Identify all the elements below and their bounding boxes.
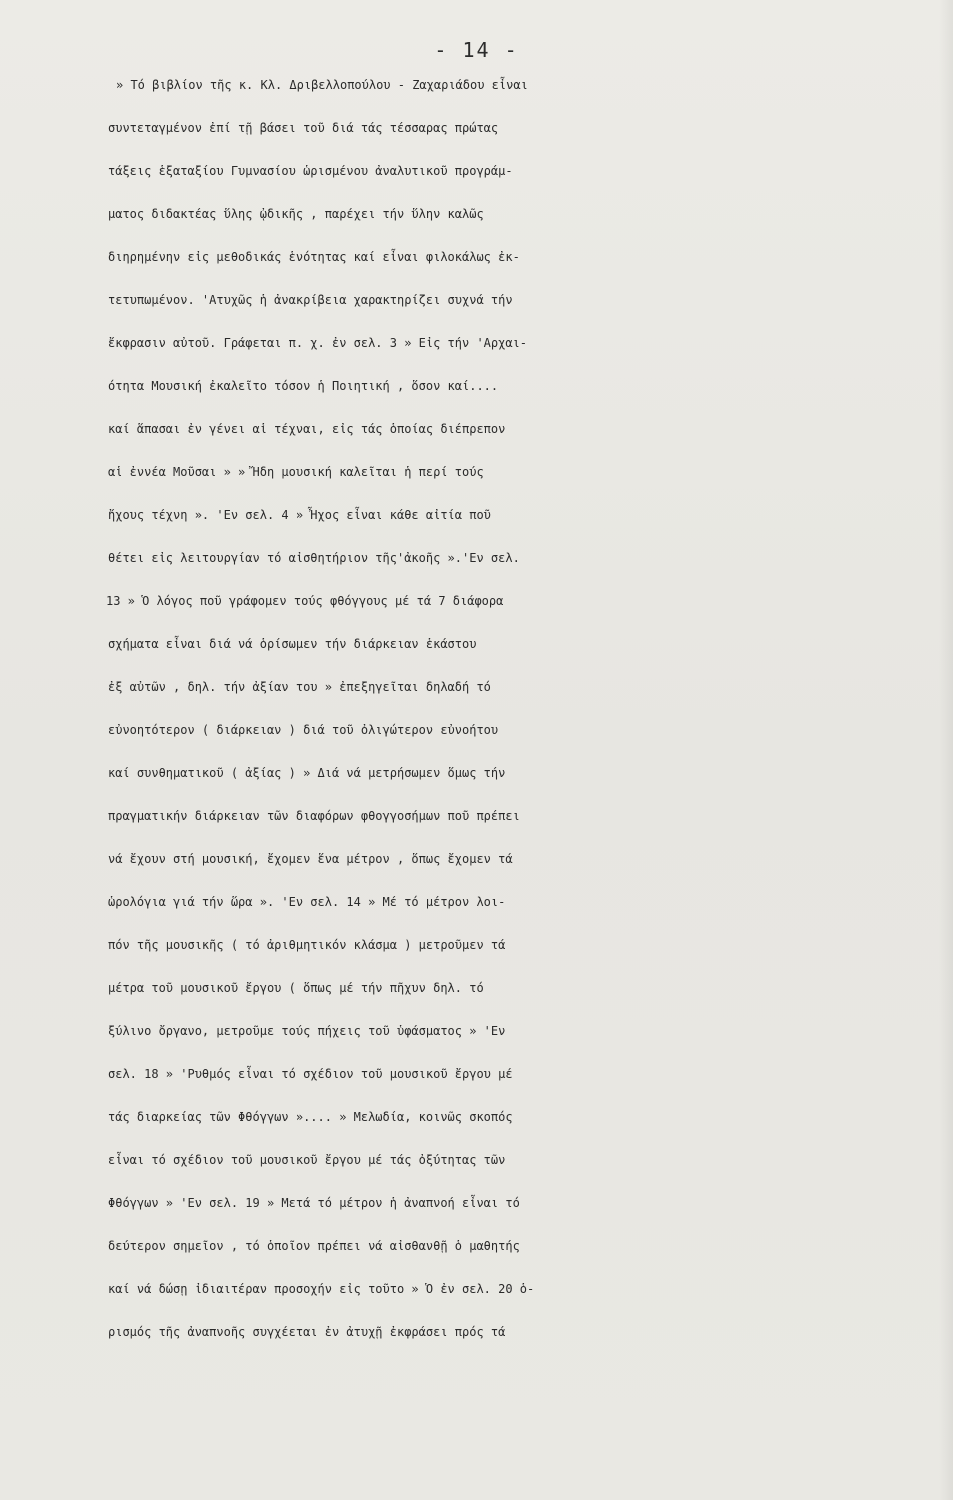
text-line: πόν τῆς μουσικῆς ( τό ἀριθμητικόν κλάσμα ) μετροῦμεν τά xyxy=(108,938,506,952)
text-line: τάξεις ἑξαταξίου Γυμνασίου ὡρισμένου ἀναλυτικοῦ προγράμ- xyxy=(108,164,513,178)
text-line: ότητα Μουσική ἐκαλεῖτο τόσον ἡ Ποιητική , ὅσον καί.... xyxy=(108,379,499,393)
text-line: πραγματικήν διάρκειαν τῶν διαφόρων φθογγοσήμων ποῦ πρέπει xyxy=(108,809,520,823)
text-line: ρισμός τῆς ἀναπνοῆς συγχέεται ἐν ἀτυχῇ ἐκφράσει πρός τά xyxy=(108,1325,506,1339)
text-line: τετυπωμένον. 'Ατυχῶς ἡ ἀνακρίβεια χαρακτηρίζει συχνά τήν xyxy=(108,293,513,307)
text-line: ἔκφρασιν αὐτοῦ. Γράφεται π. χ. ἐν σελ. 3 » Εἰς τήν 'Αρχαι- xyxy=(108,336,528,350)
text-line: ὡρολόγια γιά τήν ὥρα ». 'Εν σελ. 14 » Μέ τό μέτρον λοι- xyxy=(108,895,506,909)
text-line: καί συνθηματικοῦ ( ἀξίας ) » Διά νά μετρήσωμεν ὅμως τήν xyxy=(108,766,506,780)
text-line: συντεταγμένον ἐπί τῇ βάσει τοῦ διά τάς τέσσαρας πρώτας xyxy=(108,121,499,135)
text-line: 13 » Ὁ λόγος ποῦ γράφομεν τούς φθόγγους μέ τά 7 διάφορα xyxy=(106,594,504,608)
text-line: ἐξ αὐτῶν , δηλ. τήν ἀξίαν του » ἐπεξηγεῖται δηλαδή τό xyxy=(108,680,491,694)
text-line: Φθόγγων » 'Εν σελ. 19 » Μετά τό μέτρον ἡ ἀναπνοή εἶναι τό xyxy=(108,1196,520,1210)
text-line: εἶναι τό σχέδιον τοῦ μουσικοῦ ἔργου μέ τάς ὀξύτητας τῶν xyxy=(108,1153,506,1167)
text-line: τάς διαρκείας τῶν Φθόγγων ».... » Μελωδία, κοινῶς σκοπός xyxy=(108,1110,513,1124)
text-line: διηρημένην εἰς μεθοδικάς ἑνότητας καί εἶναι φιλοκάλως ἐκ- xyxy=(108,250,520,264)
text-line: σελ. 18 » 'Ρυθμός εἶναι τό σχέδιον τοῦ μουσικοῦ ἔργου μέ xyxy=(108,1067,513,1081)
text-line: μέτρα τοῦ μουσικοῦ ἔργου ( ὅπως μέ τήν πῆχυν δηλ. τό xyxy=(108,981,484,995)
text-line: καί νά δώσῃ ἰδιαιτέραν προσοχήν εἰς τοῦτο » Ὁ ἐν σελ. 20 ὁ- xyxy=(108,1282,535,1296)
text-line: αἱ ἐννέα Μοῦσαι » » Ἤδη μουσική καλεῖται ἡ περί τούς xyxy=(108,465,484,479)
text-line: καί ἅπασαι ἐν γένει αἱ τέχναι, εἰς τάς ὁποίας διέπρεπον xyxy=(108,422,506,436)
text-line: ἤχους τέχνη ». 'Εν σελ. 4 » Ἦχος εἶναι κάθε αἰτία ποῦ xyxy=(108,508,491,522)
page-number: - 14 - xyxy=(434,38,519,62)
scan-edge-shadow xyxy=(939,0,953,1500)
text-line: δεύτερον σημεῖον , τό ὁποῖον πρέπει νά αἰσθανθῇ ὁ μαθητής xyxy=(108,1239,520,1253)
text-line: ξύλινο ὄργανο, μετροῦμε τούς πήχεις τοῦ ὑφάσματος » 'Εν xyxy=(108,1024,506,1038)
text-line: θέτει εἰς λειτουργίαν τό αἰσθητήριον τῆς'ἀκοῆς ».'Εν σελ. xyxy=(108,551,520,565)
text-line: σχήματα εἶναι διά νά ὁρίσωμεν τήν διάρκειαν ἑκάστου xyxy=(108,637,477,651)
text-line: ματος διδακτέας ὕλης ᾠδικῆς , παρέχει τήν ὕλην καλῶς xyxy=(108,207,484,221)
text-line: νά ἔχουν στή μουσική, ἔχομεν ἕνα μέτρον , ὅπως ἔχομεν τά xyxy=(108,852,513,866)
text-line: εὐνοητότερον ( διάρκειαν ) διά τοῦ ὀλιγώτερον εὐνοήτου xyxy=(108,723,499,737)
text-line: » Τό βιβλίον τῆς κ. Κλ. Δριβελλοπούλου - Ζαχαριάδου εἶναι xyxy=(116,78,528,92)
